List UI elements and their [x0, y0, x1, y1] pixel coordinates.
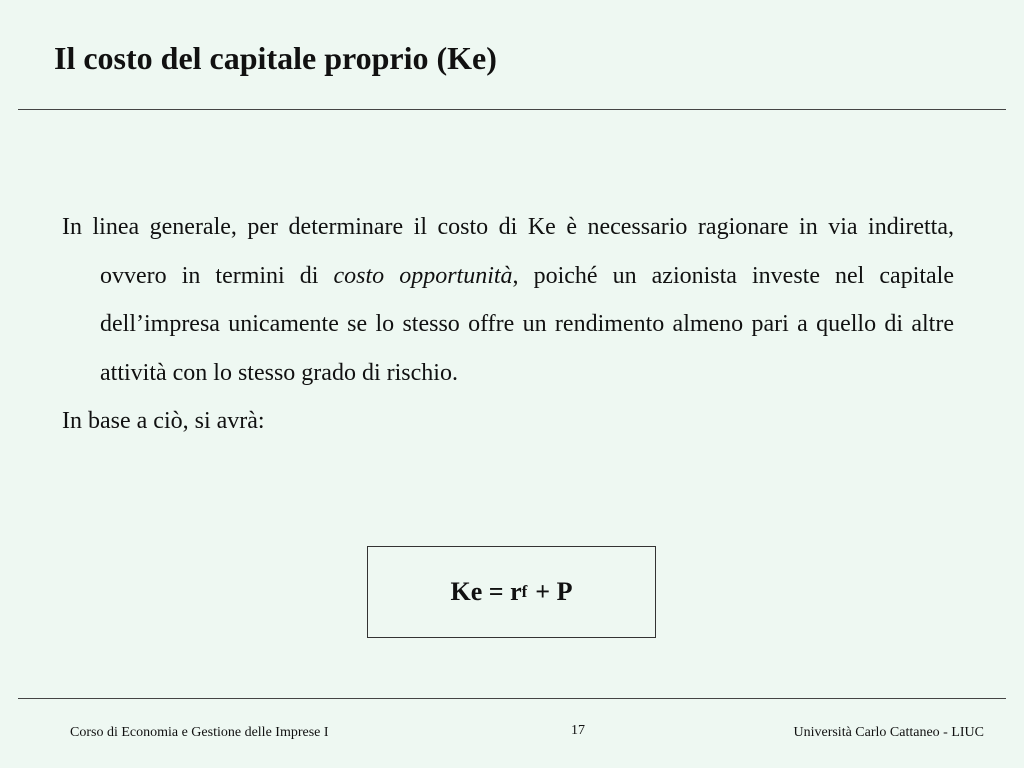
emphasis-costo-opportunita: costo opportunità [333, 262, 513, 289]
page-number: 17 [571, 723, 585, 738]
formula-lhs: Ke = r [450, 577, 522, 606]
paragraph-text-end: , poiché un azionista investe nel capitale dell’impresa unicamente se lo stesso offre un rendimento almeno pari a quello di altre attività con lo stesso grado di rischio. [100, 262, 955, 386]
paragraph-cost-opportunity [62, 203, 954, 397]
slide-body [62, 203, 954, 446]
formula-rhs: + P [535, 577, 573, 606]
formula-box [367, 546, 656, 638]
footer-divider [18, 698, 1006, 699]
paragraph-text-start: In linea generale, per determinare il costo di Ke è necessario ragionare in via indiretta, ovvero in termini di [62, 214, 954, 289]
footer-university: Università Carlo Cattaneo - LIUC [793, 725, 984, 740]
slide-title: Il costo del capitale proprio (Ke) [54, 40, 497, 76]
formula-subscript: f [521, 582, 528, 601]
title-divider [18, 109, 1006, 110]
paragraph-conclusion: In base a ciò, si avrà: [62, 408, 265, 434]
footer-course: Corso di Economia e Gestione delle Imprese I [70, 725, 329, 740]
